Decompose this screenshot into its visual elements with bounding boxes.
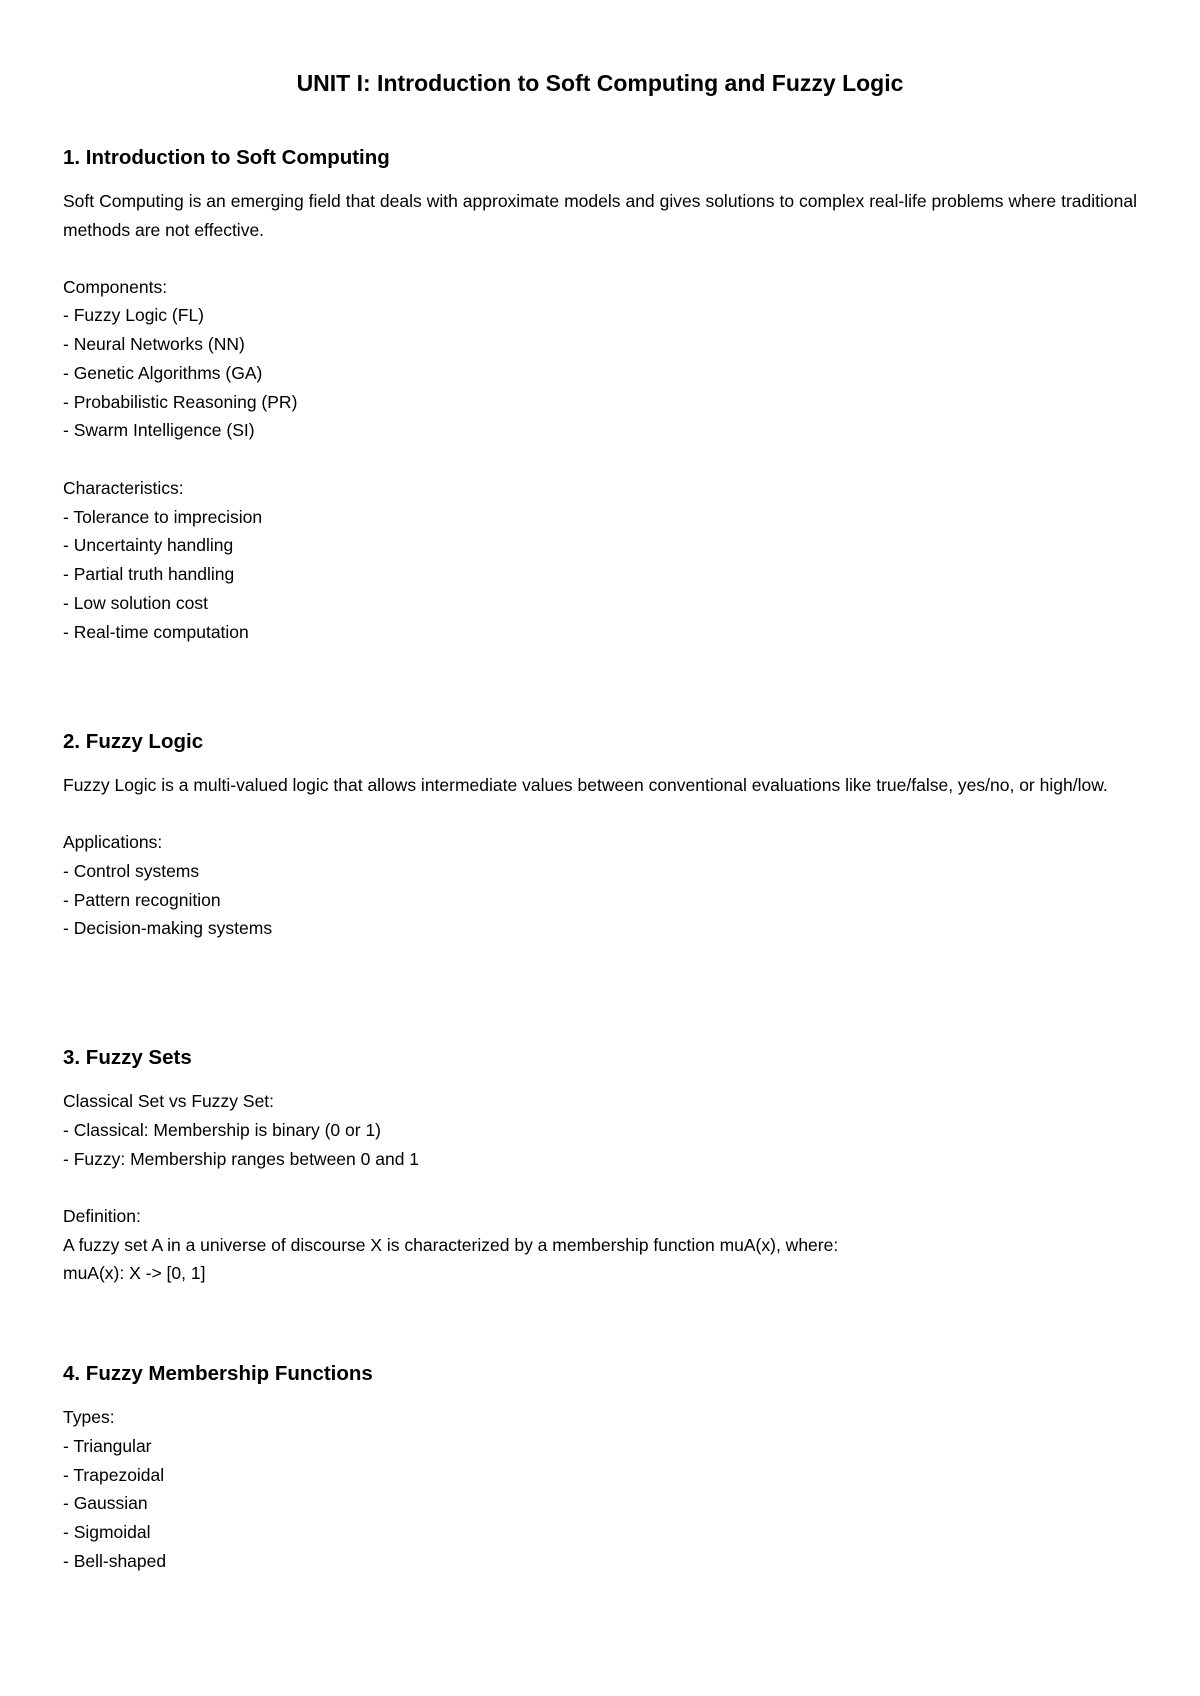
list-label: Applications: bbox=[63, 832, 163, 852]
list-item: - Genetic Algorithms (GA) bbox=[63, 362, 263, 383]
list-item: - Tolerance to imprecision bbox=[63, 506, 263, 527]
list-item: - Gaussian bbox=[63, 1493, 148, 1514]
definition-block bbox=[63, 1202, 1137, 1288]
list-label: Types: bbox=[63, 1407, 115, 1427]
list-item: - Fuzzy: Membership ranges between 0 and 1 bbox=[63, 1148, 420, 1169]
list-item: - Classical: Membership is binary (0 or 1) bbox=[63, 1119, 382, 1140]
section-heading: 4. Fuzzy Membership Functions bbox=[63, 1362, 373, 1385]
list-item: - Bell-shaped bbox=[63, 1550, 167, 1571]
list-item: - Low solution cost bbox=[63, 592, 208, 613]
list-item: - Trapezoidal bbox=[63, 1464, 165, 1485]
classical-vs-fuzzy-list bbox=[63, 1087, 1137, 1173]
section-paragraph: Soft Computing is an emerging field that deals with approximate models and gives solutions to complex real-life problems where traditional methods are not effective. bbox=[63, 191, 1137, 240]
section-heading: 1. Introduction to Soft Computing bbox=[63, 146, 390, 169]
list-label: Classical Set vs Fuzzy Set: bbox=[63, 1091, 275, 1111]
section-membership-functions bbox=[63, 1361, 1137, 1576]
definition-text: A fuzzy set A in a universe of discourse X is characterized by a membership function muA(x), where: bbox=[63, 1234, 839, 1255]
types-list bbox=[63, 1403, 1137, 1576]
list-item: - Control systems bbox=[63, 860, 200, 881]
document-title: UNIT I: Introduction to Soft Computing and Fuzzy Logic bbox=[296, 70, 904, 96]
section-fuzzy-logic bbox=[63, 729, 1137, 943]
list-item: - Partial truth handling bbox=[63, 564, 235, 585]
section-heading: 3. Fuzzy Sets bbox=[63, 1046, 192, 1069]
section-heading: 2. Fuzzy Logic bbox=[63, 730, 204, 753]
section-soft-computing bbox=[63, 145, 1137, 647]
section-paragraph: Fuzzy Logic is a multi-valued logic that allows intermediate values between conventional evaluations like true/false, yes/no, or high/low. bbox=[63, 775, 1108, 795]
list-label: Components: bbox=[63, 276, 168, 297]
definition-formula: muA(x): X -> [0, 1] bbox=[63, 1263, 206, 1284]
section-fuzzy-sets bbox=[63, 1045, 1137, 1288]
list-item: - Triangular bbox=[63, 1435, 152, 1456]
list-item: - Neural Networks (NN) bbox=[63, 334, 245, 355]
list-item: - Probabilistic Reasoning (PR) bbox=[63, 391, 298, 412]
list-label: Characteristics: bbox=[63, 477, 184, 498]
list-item: - Decision-making systems bbox=[63, 918, 273, 939]
components-list bbox=[63, 273, 1137, 446]
list-item: - Real-time computation bbox=[63, 621, 249, 642]
list-item: - Swarm Intelligence (SI) bbox=[63, 420, 255, 441]
list-item: - Pattern recognition bbox=[63, 889, 221, 910]
characteristics-list bbox=[63, 474, 1137, 647]
list-item: - Fuzzy Logic (FL) bbox=[63, 305, 204, 326]
applications-list bbox=[63, 828, 1137, 943]
list-item: - Uncertainty handling bbox=[63, 535, 234, 556]
list-label: Definition: bbox=[63, 1205, 141, 1226]
list-item: - Sigmoidal bbox=[63, 1522, 151, 1543]
